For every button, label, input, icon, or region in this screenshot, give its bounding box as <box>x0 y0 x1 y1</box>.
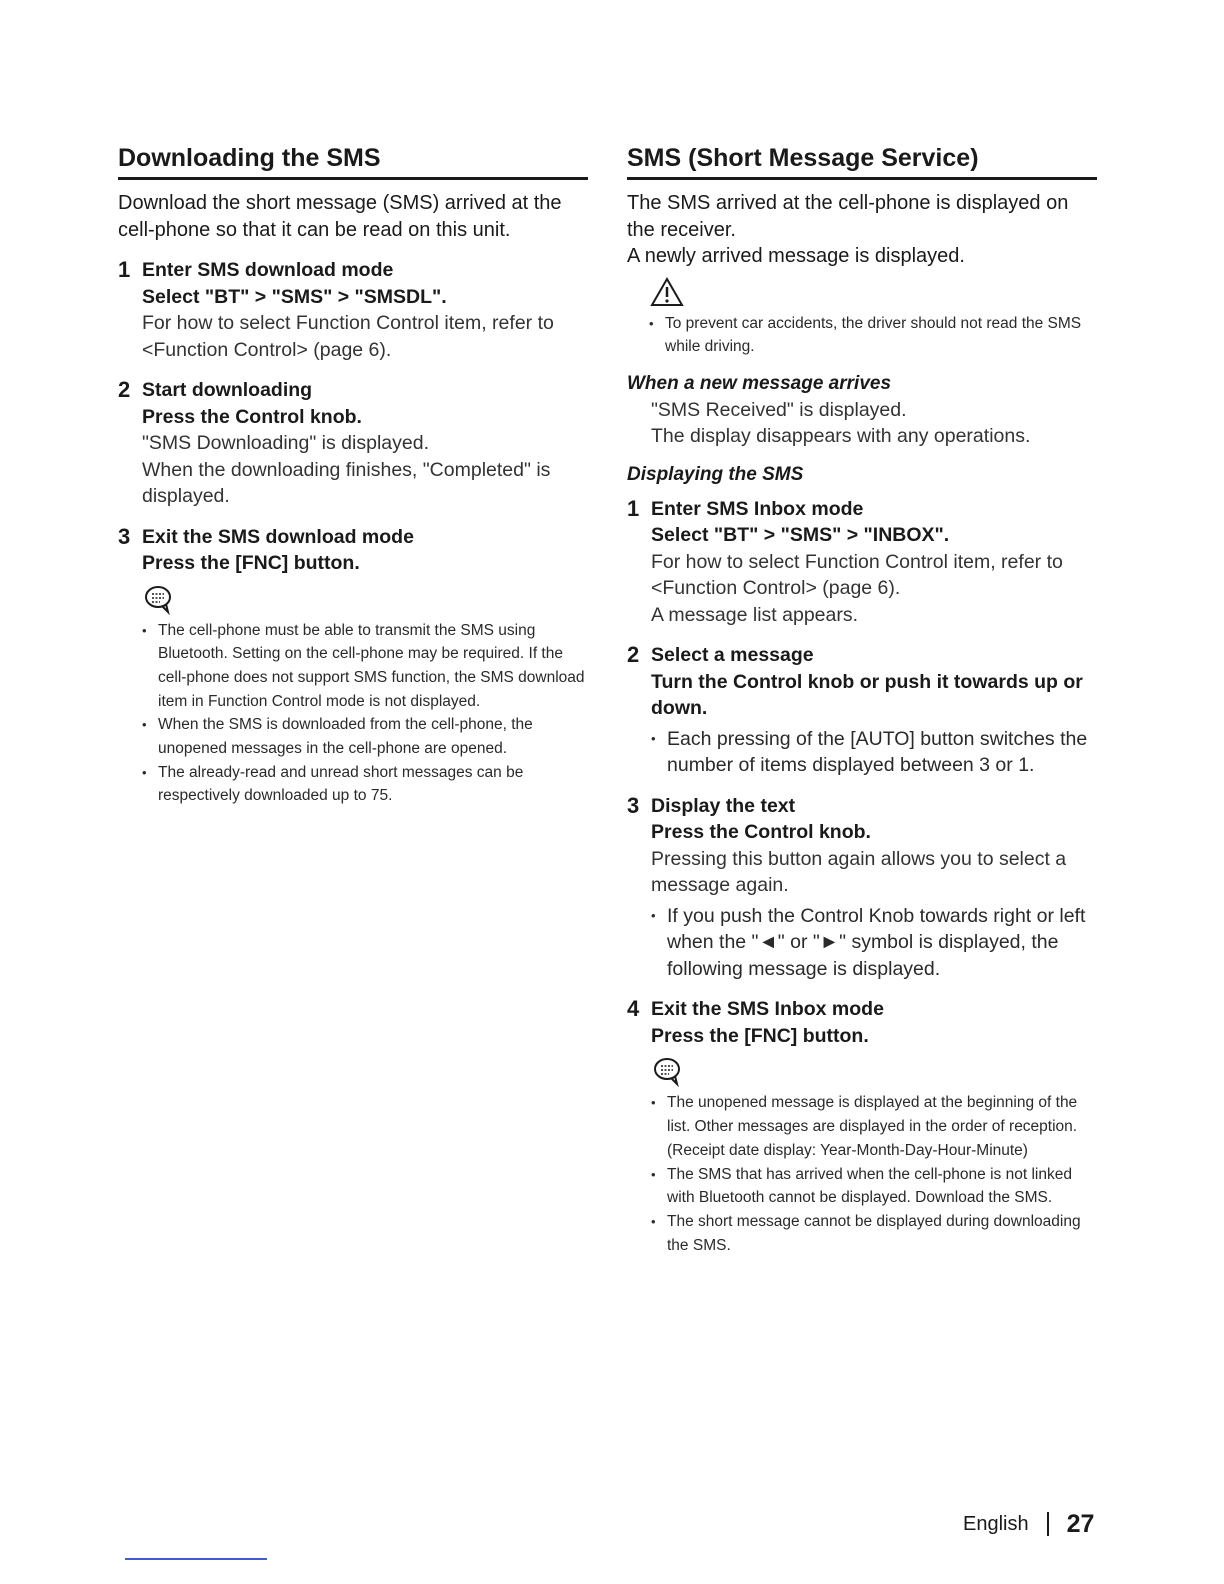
step-action: Press the Control knob. <box>142 405 362 428</box>
step-action: Press the [FNC] button. <box>651 1024 869 1047</box>
note-icon <box>142 583 178 615</box>
step-text: A message list appears. <box>651 603 859 626</box>
step-title: Exit the SMS Inbox mode <box>651 998 884 1021</box>
note-item: • The already-read and unread short messages can be respectively downloaded up to 75. <box>142 761 588 808</box>
step-action: Select "BT" > "SMS" > "SMSDL". <box>142 285 447 308</box>
step-number: 1 <box>627 495 640 521</box>
right-step-1 <box>627 496 1097 629</box>
step-text: "SMS Downloading" is displayed. <box>142 432 429 454</box>
step-action: Turn the Control knob or push it towards up or down. <box>651 670 1083 720</box>
step-action: Press the [FNC] button. <box>142 552 360 574</box>
right-notes <box>651 1091 1097 1257</box>
step-title: Select a message <box>651 644 814 667</box>
step-action: Select "BT" > "SMS" > "INBOX". <box>651 524 950 547</box>
step-number: 2 <box>627 642 640 668</box>
subhead-new-message: When a new message arrives <box>627 372 892 394</box>
step-title: Enter SMS Inbox mode <box>651 497 864 520</box>
warning-notes <box>649 312 1097 359</box>
step-number: 3 <box>118 523 131 549</box>
subhead-displaying-sms: Displaying the SMS <box>627 463 804 485</box>
note-icon <box>651 1055 687 1087</box>
note-item: • The SMS that has arrived when the cell-phone is not linked with Bluetooth cannot be displayed. Download the SMS. <box>651 1163 1097 1210</box>
section-title-downloading-sms: Downloading the SMS <box>118 142 588 180</box>
step-title: Exit the SMS download mode <box>142 525 414 548</box>
step-number: 3 <box>627 792 640 818</box>
step-title: Enter SMS download mode <box>142 259 394 281</box>
left-intro: Download the short message (SMS) arrived at the cell-phone so that it can be read on this unit. <box>118 192 562 241</box>
step-number: 1 <box>118 257 131 282</box>
step-bullets <box>651 903 1097 983</box>
new-message-text: "SMS Received" is displayed. <box>651 398 907 421</box>
right-intro-1: The SMS arrived at the cell-phone is displayed on the receiver. <box>627 192 1069 241</box>
note-item: • The cell-phone must be able to transmit the SMS using Bluetooth. Setting on the cell-phone may be required. If the cell-phone does not support SMS function, the SMS download item in Function Control mode is not displayed. <box>142 619 588 714</box>
step-bullets <box>651 726 1097 779</box>
footer-separator <box>1047 1512 1049 1536</box>
left-notes <box>142 619 588 809</box>
note-item: • The unopened message is displayed at the beginning of the list. Other messages are displayed in the order of reception. (Receipt date display: Year-Month-Day-Hour-Minute) <box>651 1091 1097 1162</box>
step-number: 4 <box>627 996 640 1022</box>
left-step-2 <box>118 377 588 510</box>
right-step-3 <box>627 793 1097 983</box>
page-number: 27 <box>1066 1510 1095 1538</box>
left-step-1 <box>118 257 588 363</box>
page-footer <box>963 1510 1094 1538</box>
step-bullet: • Each pressing of the [AUTO] button switches the number of items displayed between 3 or 1. <box>651 726 1097 779</box>
step-number: 2 <box>118 377 131 402</box>
right-intro-2: A newly arrived message is displayed. <box>627 245 965 267</box>
bottom-rule <box>125 1558 267 1560</box>
warning-item: • To prevent car accidents, the driver should not read the SMS while driving. <box>649 312 1097 359</box>
left-column <box>118 142 588 808</box>
step-text: When the downloading finishes, "Completed" is displayed. <box>142 458 551 507</box>
note-item: • The short message cannot be displayed during downloading the SMS. <box>651 1210 1097 1257</box>
right-step-2 <box>627 642 1097 779</box>
step-text: For how to select Function Control item, refer to <Function Control> (page 6). <box>651 550 1063 600</box>
step-bullet: • If you push the Control Knob towards right or left when the "◄" or "►" symbol is displayed, the following message is displayed. <box>651 903 1097 983</box>
step-title: Display the text <box>651 794 796 817</box>
new-message-text: The display disappears with any operations. <box>651 425 1031 448</box>
section-title-sms: SMS (Short Message Service) <box>627 142 1097 180</box>
step-action: Press the Control knob. <box>651 821 871 844</box>
right-step-4 <box>627 996 1097 1257</box>
step-text: Pressing this button again allows you to select a message again. <box>651 847 1067 897</box>
warning-icon <box>649 276 685 308</box>
right-column <box>627 142 1097 1257</box>
footer-language: English <box>963 1513 1029 1535</box>
step-title: Start downloading <box>142 379 313 401</box>
step-text: For how to select Function Control item, refer to <Function Control> (page 6). <box>142 312 554 361</box>
left-step-3 <box>118 524 588 809</box>
note-item: • When the SMS is downloaded from the cell-phone, the unopened messages in the cell-phone are opened. <box>142 713 588 760</box>
